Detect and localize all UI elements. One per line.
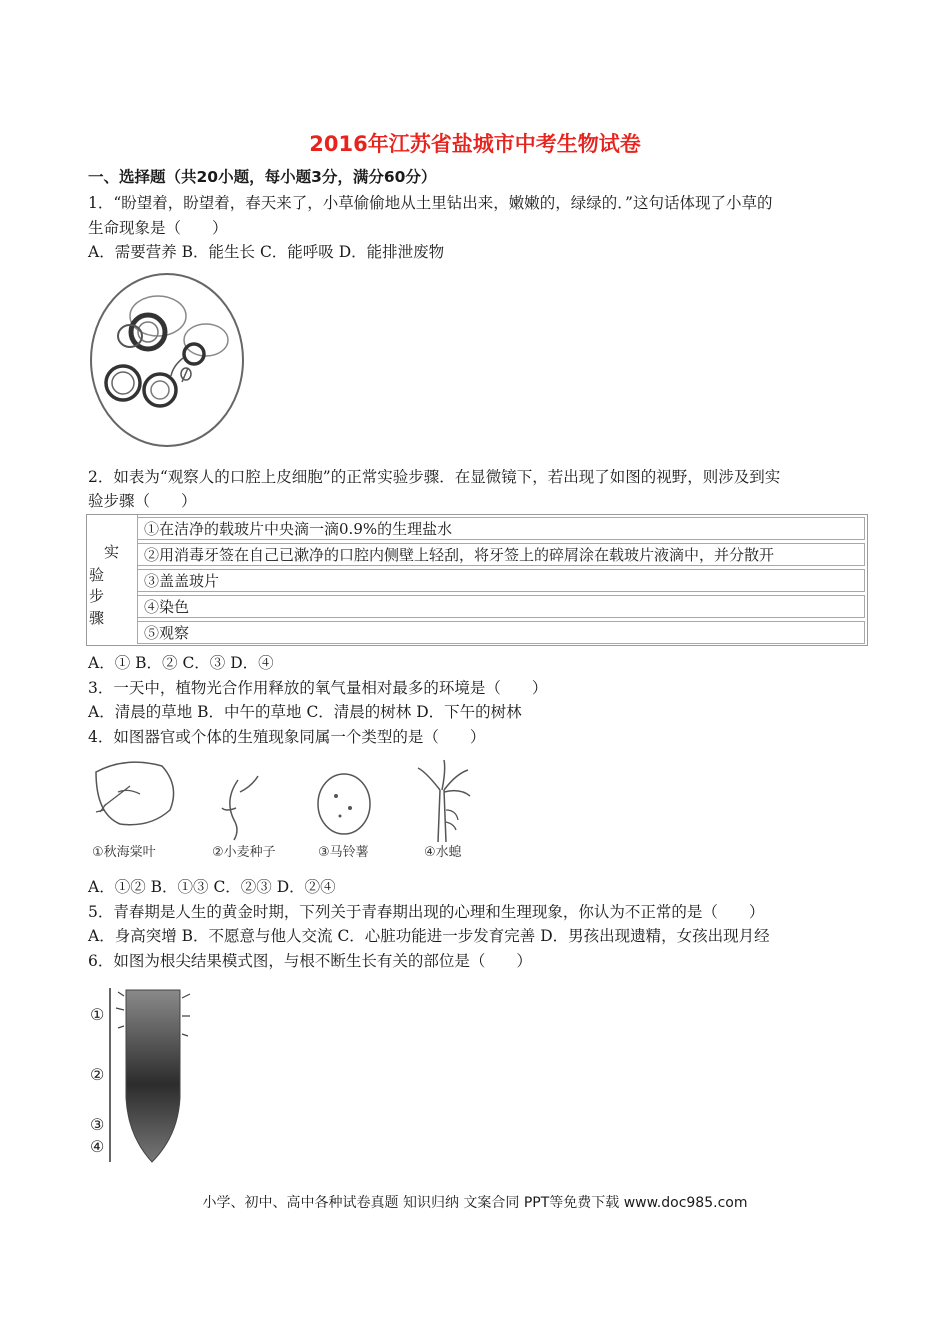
fig-caption: ③马铃薯 (318, 845, 369, 860)
q6-stem: 6．如图为根尖结果模式图，与根不断生长有关的部位是（ ） (88, 952, 532, 970)
side-char: 步 (89, 587, 105, 605)
table-row: ②用消毒牙签在自己已漱净的口腔内侧壁上轻刮，将牙签上的碎屑涂在载玻片液滴中，并分散开 (137, 543, 865, 566)
side-char: 骤 (89, 609, 105, 627)
footer-text: 小学、初中、高中各种试卷真题 知识归纳 文案合同 PPT等免费下载 www.doc985.com (202, 1195, 748, 1211)
q3-options: A．清晨的草地 B．中午的草地 C．清晨的树林 D．下午的树林 (88, 703, 522, 721)
root-zone-label: ④ (90, 1137, 105, 1156)
page-title: 2016年江苏省盐城市中考生物试卷 (309, 132, 641, 156)
table-row: ①在洁净的载玻片中央滴一滴0.9%的生理盐水 (137, 517, 865, 540)
side-char: 验 (89, 566, 105, 584)
q5-stem: 5．青春期是人生的黄金时期，下列关于青春期出现的心理和生理现象，你认为不正常的是（ ） (88, 903, 765, 921)
reproduction-figures (88, 752, 508, 870)
q1-stem-line1: 1．“盼望着，盼望着，春天来了，小草偷偷地从土里钻出来，嫩嫩的，绿绿的．”这句话体现了小草的 (88, 194, 773, 212)
q2-options: A．① B．② C．③ D．④ (88, 654, 274, 672)
q4-options: A．①② B．①③ C．②③ D．②④ (88, 878, 336, 896)
side-char: 实 (104, 543, 120, 561)
root-zone-label: ③ (90, 1115, 105, 1134)
q4-stem: 4．如图器官或个体的生殖现象同属一个类型的是（ ） (88, 728, 486, 746)
q1-stem-line2: 生命现象是（ ） (88, 219, 228, 237)
steps-side-label (87, 515, 138, 643)
fig-caption: ②小麦种子 (212, 845, 276, 860)
microscope-field-figure (88, 270, 248, 452)
fig-caption: ④水螅 (424, 845, 462, 860)
table-row: ③盖盖玻片 (137, 569, 865, 592)
table-row: ④染色 (137, 595, 865, 618)
fig-caption: ①秋海棠叶 (92, 845, 156, 860)
table-row: ⑤观察 (137, 621, 865, 644)
q5-options: A．身高突增 B．不愿意与他人交流 C．心脏功能进一步发育完善 D．男孩出现遗精，女孩出现月经 (88, 927, 770, 945)
q1-options: A．需要营养 B．能生长 C．能呼吸 D．能排泄废物 (88, 243, 445, 261)
root-zone-label: ② (90, 1065, 105, 1084)
q3-stem: 3．一天中，植物光合作用释放的氧气量相对最多的环境是（ ） (88, 679, 548, 697)
q2-stem-line2: 验步骤（ ） (88, 492, 197, 510)
root-zone-label: ① (90, 1005, 105, 1024)
q2-stem-line1: 2．如表为“观察人的口腔上皮细胞”的正常实验步骤．在显微镜下，若出现了如图的视野，则涉及到实 (88, 468, 781, 486)
experiment-steps-table (86, 514, 868, 646)
section-heading: 一、选择题（共20小题，每小题3分，满分60分） (88, 168, 437, 186)
root-tip-figure (88, 986, 198, 1166)
